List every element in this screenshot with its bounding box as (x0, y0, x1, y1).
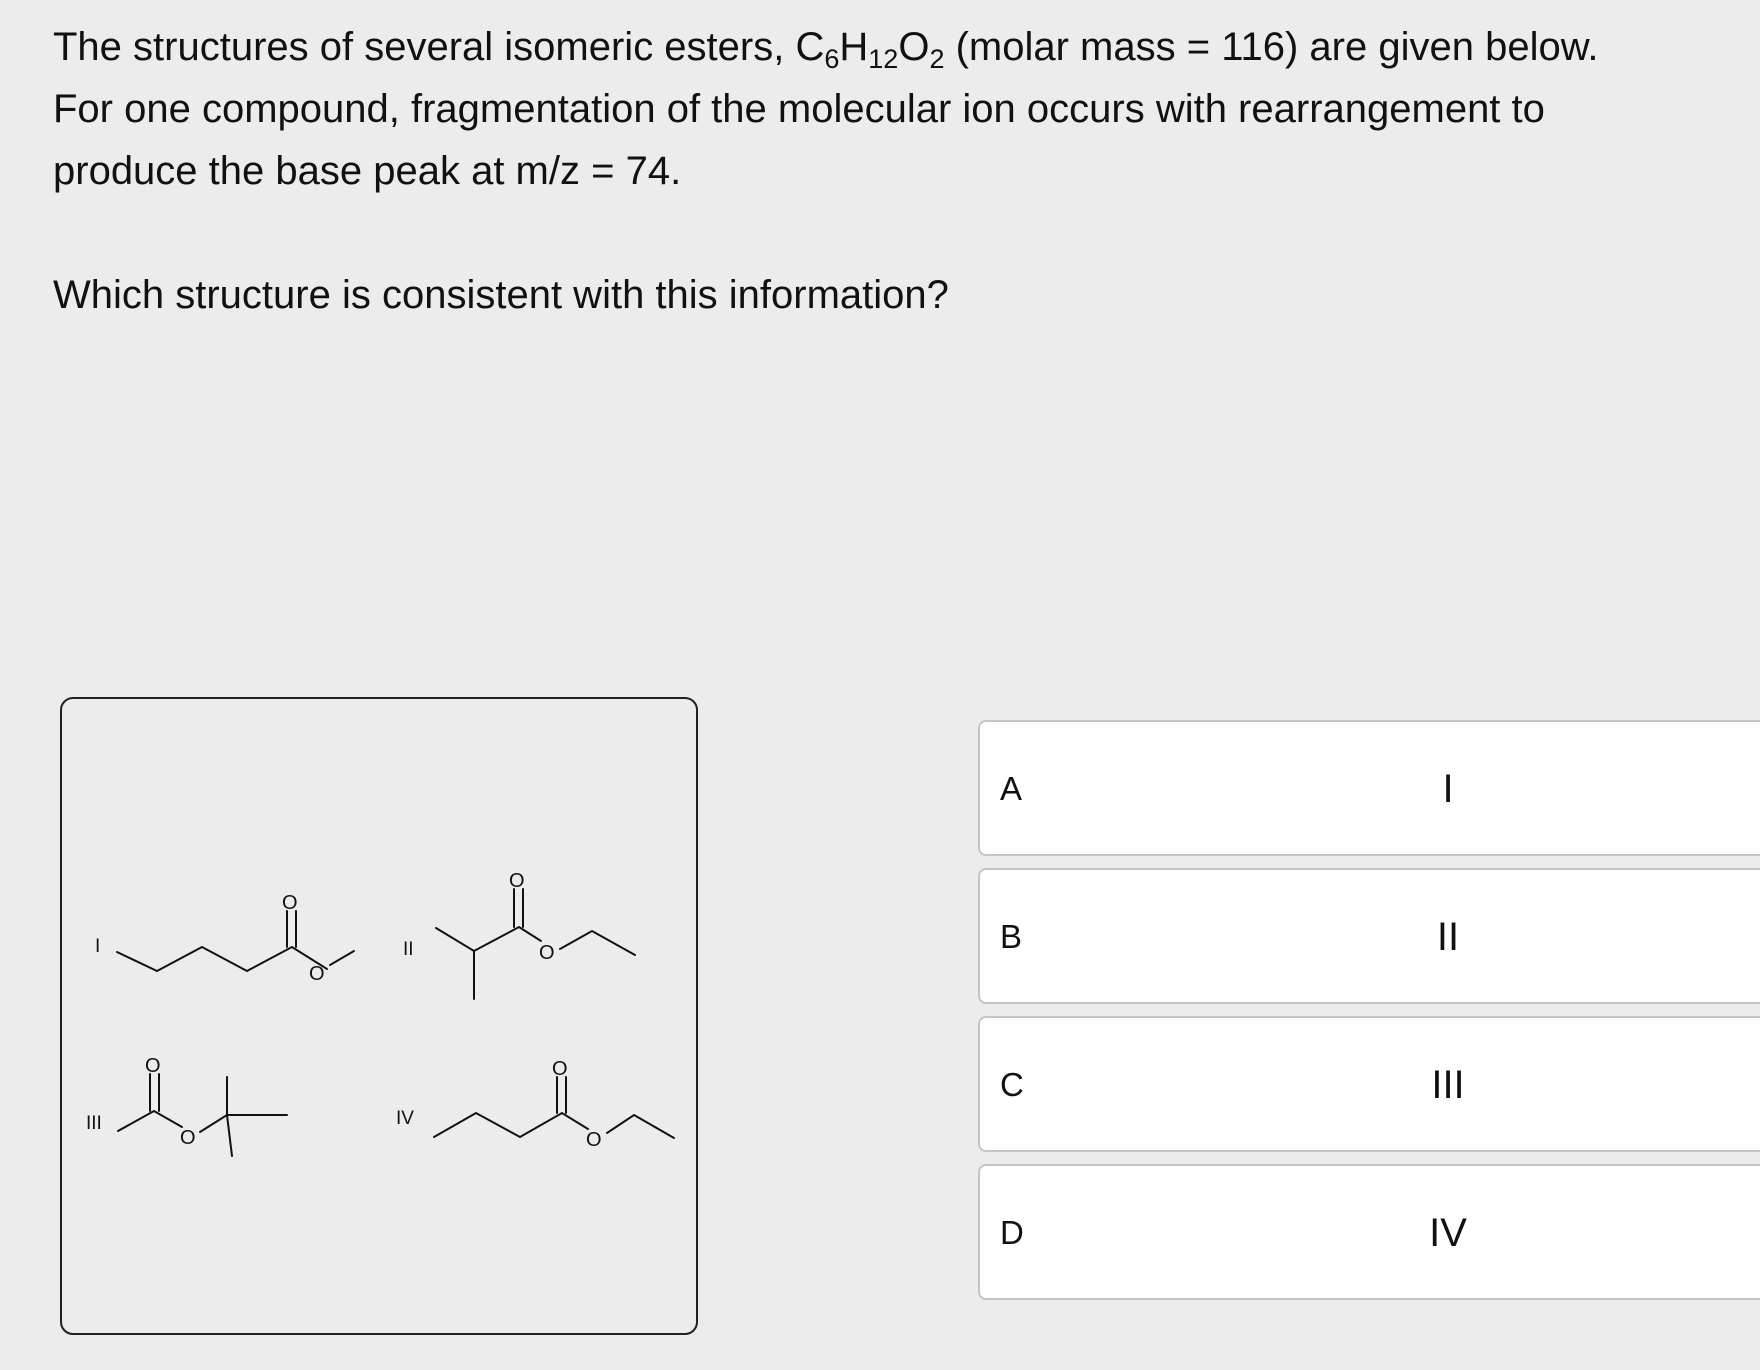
structure-iv-carbonyl-oxygen: O (552, 1058, 568, 1080)
question-prompt: Which structure is consistent with this information? (53, 273, 949, 317)
molecular-formula (795, 25, 945, 74)
structure-label-i: I (95, 936, 101, 957)
option-c-letter: C (1000, 1066, 1024, 1103)
structure-iii-carbonyl-oxygen: O (145, 1055, 161, 1077)
question-intro-tail: (molar mass = 116) are given below. (944, 25, 1599, 69)
structure-ii-carbonyl-oxygen: O (509, 870, 525, 892)
structure-iv-ester-oxygen: O (586, 1129, 602, 1151)
answer-options (978, 720, 1760, 1312)
structure-iii (86, 1055, 287, 1156)
question-fragmentation-text: For one compound, fragmentation of the molecular ion occurs with rearrangement to produce the base peak at m/z = 74. (53, 87, 1545, 193)
formula-oxygen-count: 2 (929, 44, 945, 74)
option-a[interactable] (978, 720, 1760, 856)
formula-carbon: C (795, 25, 825, 69)
option-d-letter: D (1000, 1214, 1024, 1251)
option-c-value: III (1431, 1063, 1465, 1107)
formula-carbon-count: 6 (824, 44, 840, 74)
structure-label-ii: II (403, 939, 414, 960)
question-intro-text: The structures of several isomeric esters, (53, 25, 796, 69)
option-d-value: IV (1429, 1211, 1467, 1255)
structure-label-iv: IV (396, 1108, 414, 1129)
structure-label-iii: III (86, 1113, 102, 1134)
option-a-value: I (1442, 767, 1454, 811)
question-intro (53, 16, 1693, 78)
option-b-letter: B (1000, 918, 1023, 955)
formula-oxygen: O (898, 25, 930, 69)
option-b[interactable] (978, 868, 1760, 1004)
option-d[interactable] (978, 1164, 1760, 1300)
option-a-letter: A (1000, 770, 1023, 807)
structure-ii-ester-oxygen: O (539, 942, 555, 964)
option-c[interactable] (978, 1016, 1760, 1152)
structure-i-carbonyl-oxygen: O (282, 892, 298, 914)
structure-iii-ester-oxygen: O (180, 1127, 196, 1149)
structure-iv (396, 1058, 674, 1151)
option-b-value: II (1436, 915, 1460, 959)
structure-i (95, 892, 354, 985)
structures-image (60, 697, 698, 1335)
structure-ii (403, 870, 635, 999)
question-text (53, 16, 1693, 326)
ester-structures-drawing (62, 699, 696, 1333)
formula-hydrogen: H (839, 25, 869, 69)
structure-i-ester-oxygen: O (309, 963, 325, 985)
formula-hydrogen-count: 12 (868, 44, 899, 74)
